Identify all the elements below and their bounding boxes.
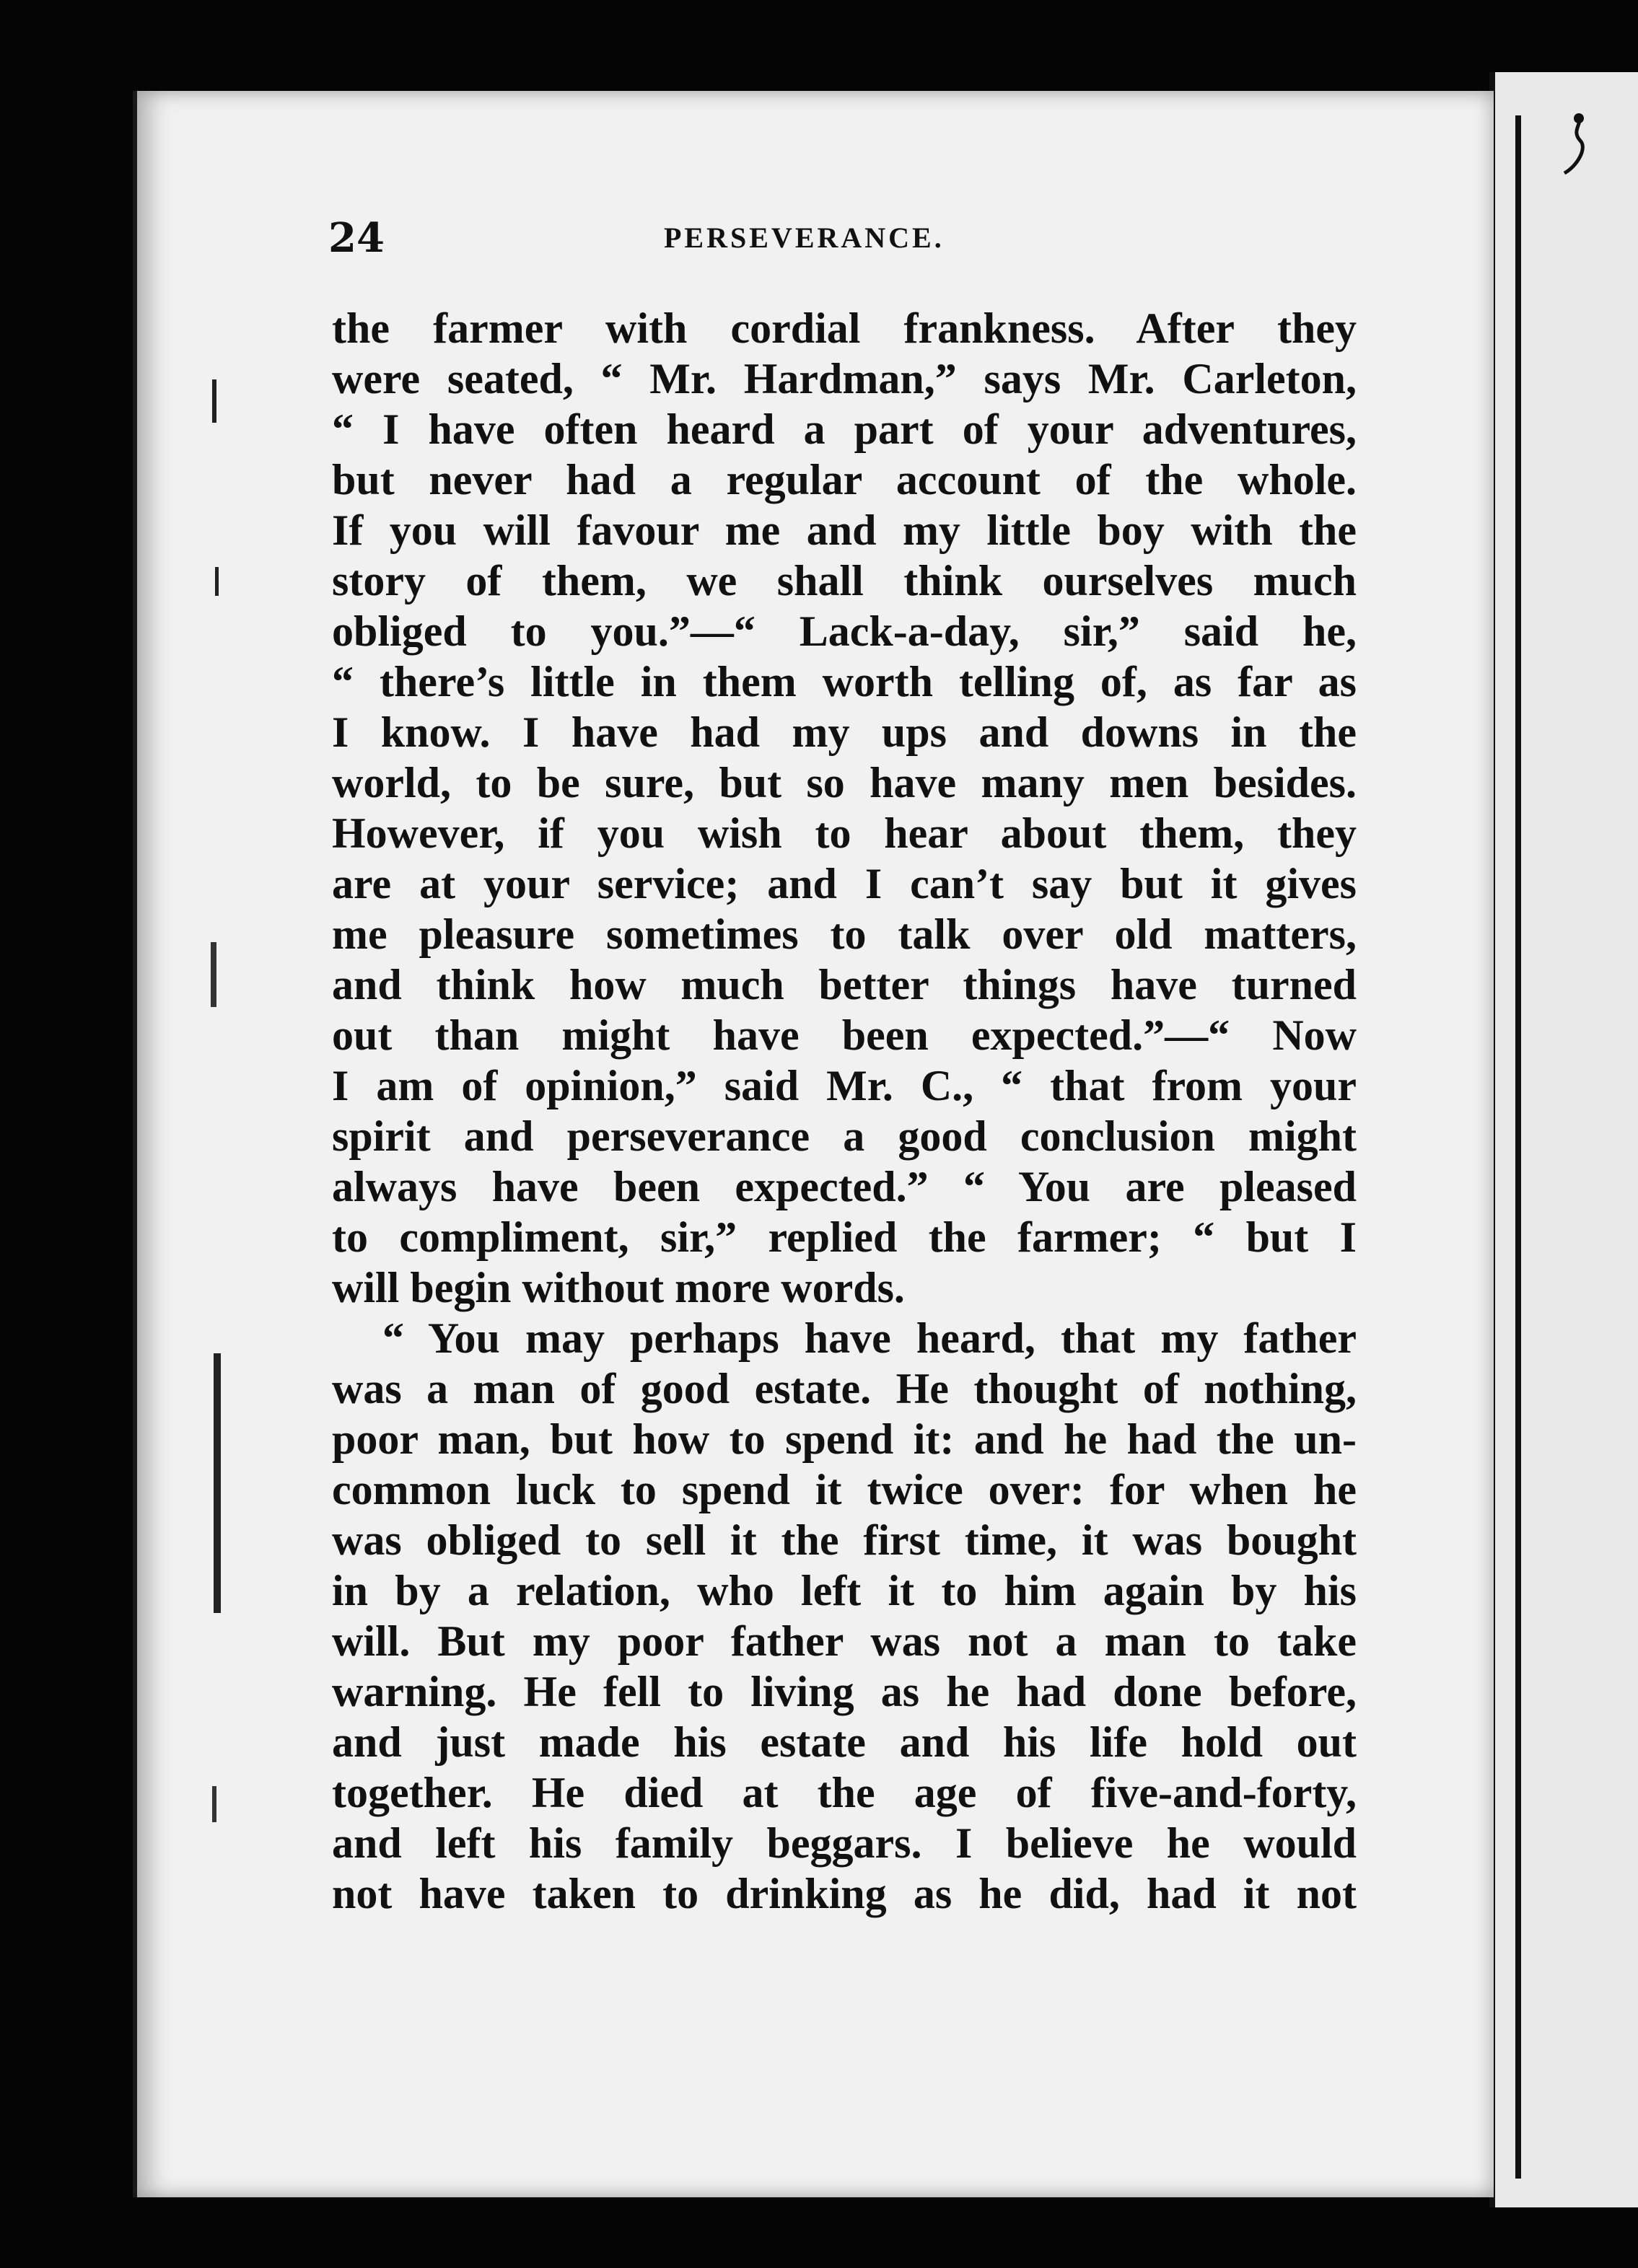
text-line: story of them, we shall think ourselves much — [332, 557, 1357, 605]
text-line: I am of opinion,” said Mr. C., “ that from your — [332, 1062, 1357, 1109]
text-line: warning. He fell to living as he had done before, — [332, 1668, 1357, 1715]
text-line: not have taken to drinking as he did, had it not — [332, 1870, 1357, 1917]
text-line: and just made his estate and his life hold out — [332, 1718, 1357, 1766]
text-line: “ You may perhaps have heard, that my father — [382, 1314, 1357, 1362]
body-text — [332, 303, 1357, 1919]
text-line: will. But my poor father was not a man to take — [332, 1617, 1357, 1665]
text-line: was a man of good estate. He thought of nothing, — [332, 1365, 1357, 1412]
text-line: “ I have often heard a part of your adventures, — [332, 405, 1357, 453]
text-line: was obliged to sell it the first time, it was bought — [332, 1516, 1357, 1564]
text-line: in by a relation, who left it to him again by his — [332, 1567, 1357, 1614]
page-header — [195, 209, 1364, 267]
text-line: If you will favour me and my little boy with the — [332, 506, 1357, 554]
spine-shadow-specks — [209, 379, 224, 2111]
page-number: 24 — [328, 214, 385, 262]
text-line: “ there’s little in them worth telling of, as far as — [332, 658, 1357, 706]
text-line: the farmer with cordial frankness. After they — [332, 304, 1357, 352]
text-line: are at your service; and I can’t say but it gives — [332, 860, 1357, 907]
text-line: obliged to you.”—“ Lack-a-day, sir,” said he, — [332, 607, 1357, 655]
page-fold-line — [1515, 115, 1521, 2179]
text-line: were seated, “ Mr. Hardman,” says Mr. Carleton, — [332, 355, 1357, 403]
text-line: out than might have been expected.”—“ Now — [332, 1011, 1357, 1059]
running-title: PERSEVERANCE. — [664, 221, 945, 254]
text-line: and left his family beggars. I believe he would — [332, 1819, 1357, 1867]
text-line: spirit and perseverance a good conclusion might — [332, 1112, 1357, 1160]
text-line: common luck to spend it twice over: for when he — [332, 1466, 1357, 1513]
text-line: and think how much better things have turned — [332, 961, 1357, 1008]
text-line: world, to be sure, but so have many men besides. — [332, 759, 1357, 806]
text-line: but never had a regular account of the whole. — [332, 456, 1357, 504]
text-line: However, if you wish to hear about them, they — [332, 809, 1357, 857]
text-line: to compliment, sir,” replied the farmer; “ but I — [332, 1213, 1357, 1261]
text-line: will begin without more words. — [332, 1264, 905, 1311]
text-line: poor man, but how to spend it: and he had the un- — [332, 1415, 1357, 1463]
text-line: I know. I have had my ups and downs in the — [332, 708, 1357, 756]
text-line: together. He died at the age of five-and-forty, — [332, 1769, 1357, 1816]
text-line: always have been expected.” “ You are pleased — [332, 1163, 1357, 1210]
ink-mark-icon — [1556, 108, 1599, 195]
facing-page-edge — [1489, 72, 1638, 2207]
text-line: me pleasure sometimes to talk over old matters, — [332, 910, 1357, 958]
